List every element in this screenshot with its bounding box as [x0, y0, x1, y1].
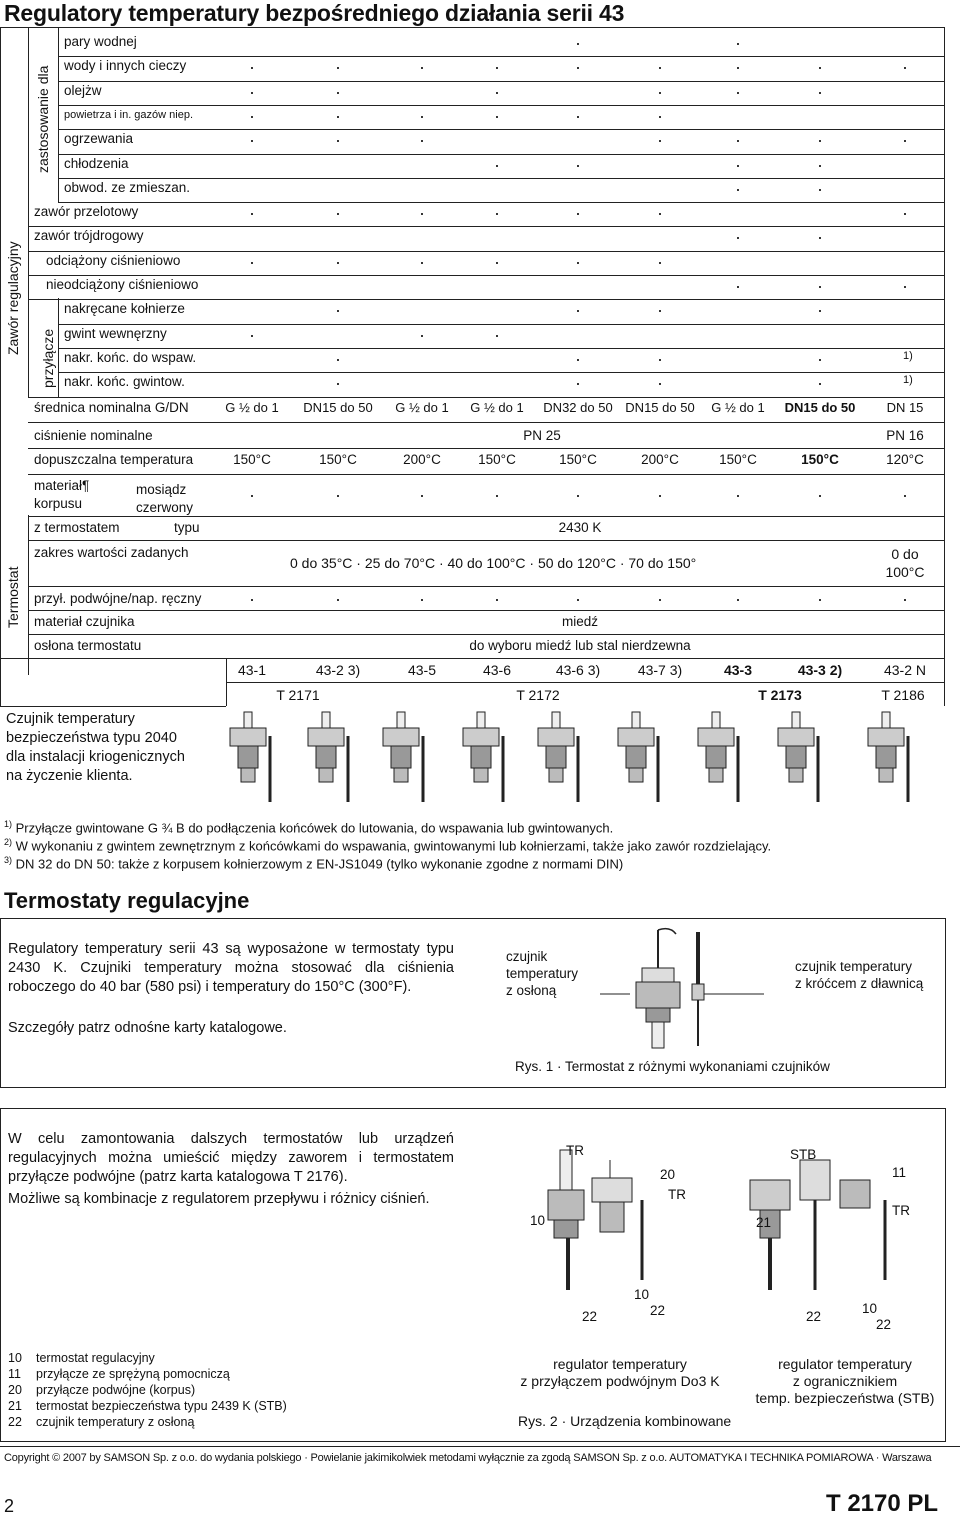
fig2-label-a	[500, 1356, 740, 1390]
fig1-label-line: czujnik temperatury	[795, 959, 913, 974]
matrix-dot: ·	[494, 485, 500, 505]
fig2-label-22-c: 22	[806, 1309, 822, 1324]
thermostat-type-label: typu	[174, 520, 200, 535]
matrix-dot: ·	[494, 203, 500, 224]
row-rule	[28, 251, 944, 252]
page-title: Regulatory temperatury bezpośredniego działania serii 43	[4, 0, 625, 26]
nominal-size-value: DN32 do 50	[543, 400, 613, 415]
doc-code: T 2170 PL	[826, 1490, 939, 1517]
matrix-dot: ·	[735, 178, 741, 199]
temp-value: 150°C	[319, 452, 357, 467]
connection-row-label: gwint wewnęrzny	[64, 325, 167, 341]
temp-value: 120°C	[886, 452, 924, 467]
thermostat-details-note: Szczegóły patrz odnośne karty katalogowe.	[8, 1020, 287, 1036]
type-value: 43-5	[407, 662, 437, 678]
usage-row-label: chłodzenia	[64, 155, 129, 171]
matrix-dot: ·	[575, 373, 581, 394]
material-label: korpusu	[34, 496, 83, 511]
footnote-3	[4, 852, 623, 872]
setpoint-last: 0 do	[891, 546, 919, 562]
matrix-dot: ·	[249, 57, 255, 78]
row-rule	[28, 397, 944, 398]
matrix-dot: ·	[419, 130, 425, 151]
matrix-dot: ·	[735, 485, 741, 505]
col-rule	[944, 397, 945, 706]
fig2-legend	[8, 1350, 287, 1430]
fig2-label-line: temp. bezpieczeństwa (STB)	[755, 1390, 935, 1406]
matrix-dot: ·	[494, 324, 500, 345]
footnote-text: W wykonaniu z gwintem zewnętrznym z końcówkami do wspawania, gwintowanymi lub kołnierzami, także jako zawór rozdzielający.	[15, 838, 772, 854]
fig1-label-line: czujnik	[506, 949, 548, 964]
connection-row-label: nakręcane kołnierze	[64, 301, 185, 317]
footnote-mark: 1)	[4, 819, 13, 829]
setpoint-label: zakres wartości zadanych	[34, 545, 189, 560]
matrix-dot: ·	[657, 105, 663, 126]
thermostat-label: z termostatem	[34, 520, 120, 535]
valve-row-label: odciążony ciśnieniowo	[46, 252, 181, 268]
group-label-valve: Zawór regulacyjny	[5, 241, 21, 355]
pressure-last: PN 16	[886, 428, 924, 443]
legend-text: przyłącze podwójne (korpus)	[36, 1383, 196, 1397]
table-border	[58, 27, 59, 202]
footnote-mark: 3)	[4, 855, 13, 865]
cryo-note-line: na życzenie klienta.	[6, 768, 133, 784]
page-number: 2	[4, 1496, 15, 1516]
nominal-size-value: DN15 do 50	[303, 400, 373, 415]
matrix-dot: ·	[494, 251, 500, 272]
setpoint-main: 0 do 35°C · 25 do 70°C · 40 do 100°C · 50 do 120°C · 70 do 150°	[290, 555, 697, 571]
valve-illustration	[463, 712, 503, 802]
legend-item	[8, 1366, 287, 1382]
matrix-dot: ·	[817, 154, 823, 175]
matrix-dot: ·	[902, 589, 908, 609]
usage-row-label: wody i innych cieczy	[64, 58, 187, 74]
row-rule	[28, 540, 944, 541]
table-border	[28, 515, 29, 675]
row-rule	[58, 178, 944, 179]
col-rule	[226, 658, 227, 706]
cryo-note-line: bezpieczeństwa typu 2040	[6, 730, 177, 746]
nominal-size-value: G ½ do 1	[225, 400, 279, 415]
matrix-dot: ·	[494, 57, 500, 78]
combination-paragraph: W celu zamontowania dalszych termostatów lub urządzeń regulacyjnych można umieścić między zaworem i termostatem przyłącze podwójne (patrz karta katalogowa T 2176).	[8, 1131, 454, 1185]
footnote-text: Przyłącze gwintowane G ¾ B do podłączenia końcówek do lutowania, do wspawania lub gwintowanych.	[15, 820, 614, 836]
pressure-label: ciśnienie nominalne	[34, 428, 153, 443]
matrix-dot: ·	[657, 589, 663, 609]
valve-row-label: zawór trójdrogowy	[34, 228, 144, 244]
cryo-note-line: Czujnik temperatury	[6, 711, 135, 727]
valve-illustration	[308, 712, 348, 802]
material-label: materiał¶	[34, 478, 90, 493]
row-rule	[28, 299, 944, 300]
valve-illustration	[230, 712, 270, 802]
matrix-dot: ·	[735, 589, 741, 609]
product-illustrations	[226, 706, 946, 806]
row-rule	[28, 448, 944, 449]
matrix-dot: ·	[249, 485, 255, 505]
type-value: 43-2 N	[883, 662, 927, 678]
matrix-dot: ·	[657, 373, 663, 394]
nominal-size-value: G ½ do 1	[711, 400, 765, 415]
row-rule	[58, 202, 944, 203]
matrix-dot: ·	[335, 300, 341, 321]
fig2-label-line: z przyłączem podwójnym Do3 K	[520, 1373, 720, 1389]
matrix-dot: ·	[735, 57, 741, 78]
matrix-dot: ·	[249, 81, 255, 102]
matrix-dot: ·	[419, 57, 425, 78]
fig1-label-line: z osłoną	[506, 983, 557, 998]
temp-label: dopuszczalna temperatura	[34, 452, 194, 467]
matrix-dot: ·	[249, 203, 255, 224]
matrix-dot: ·	[902, 485, 908, 505]
legend-text: termostat regulacyjny	[36, 1351, 155, 1365]
matrix-dot: ·	[335, 373, 341, 394]
matrix-dot: ·	[419, 105, 425, 126]
matrix-dot: ·	[735, 154, 741, 175]
fig2-label-stb: STB	[790, 1147, 817, 1162]
usage-row-label: powietrza i in. gazów niep.	[64, 108, 194, 121]
matrix-dot: ·	[335, 348, 341, 369]
row-rule	[58, 56, 944, 57]
legend-number: 10	[8, 1351, 22, 1365]
usage-row-label: obwod. ze zmieszan.	[64, 179, 191, 195]
matrix-dot: ·	[817, 348, 823, 369]
table-border	[0, 27, 1, 687]
legend-number: 11	[8, 1367, 21, 1381]
fig1-label-line: z króćcem z dławnicą	[795, 976, 924, 991]
matrix-dot: ·	[335, 589, 341, 609]
matrix-dot: ·	[335, 130, 341, 151]
row-rule	[58, 81, 944, 82]
fig1-label-a	[506, 948, 578, 999]
nominal-size-label: średnica nominalna G/DN	[34, 400, 189, 415]
temp-value: 150°C	[559, 452, 597, 467]
matrix-dot: ·	[335, 203, 341, 224]
material-value: czerwony	[136, 500, 194, 515]
valve-illustration	[538, 712, 578, 802]
fig2-label-b	[752, 1356, 938, 1407]
matrix-dot: ·	[575, 105, 581, 126]
matrix-dot: ·	[335, 485, 341, 505]
matrix-dot: ·	[657, 251, 663, 272]
table-border	[0, 27, 944, 28]
cryo-note	[6, 710, 185, 786]
matrix-dot: ·	[494, 105, 500, 126]
matrix-dot: ·	[249, 251, 255, 272]
sensor-cover: do wyboru miedź lub stal nierdzewna	[469, 638, 691, 653]
row-rule	[28, 516, 944, 517]
matrix-dot: ·	[735, 276, 741, 296]
matrix-dot: ·	[657, 300, 663, 321]
matrix-dot: ·	[575, 154, 581, 175]
matrix-dot: ·	[735, 33, 741, 53]
matrix-dot: ·	[575, 203, 581, 224]
footnote-mark: 1)	[903, 374, 913, 387]
matrix-dot: ·	[249, 130, 255, 151]
temp-value: 150°C	[233, 452, 271, 467]
row-rule	[58, 348, 944, 349]
fig1-label-line: temperatury	[506, 966, 579, 981]
legend-number: 20	[8, 1383, 22, 1397]
double-conn-label: przył. podwójne/nap. ręczny	[34, 591, 202, 606]
connection-row-label: nakr. końc. do wspaw.	[64, 349, 197, 365]
sensor-material: miedź	[561, 614, 598, 629]
fig2-label-10-b: 10	[634, 1287, 650, 1302]
matrix-dot: ·	[817, 227, 823, 248]
footnote-mark: 2)	[4, 837, 13, 847]
matrix-dot: ·	[419, 485, 425, 505]
valve-illustration	[383, 712, 423, 802]
nominal-size-value: DN15 do 50	[625, 400, 695, 415]
fig2-label-22-b: 22	[650, 1303, 666, 1318]
cryo-note-line: dla instalacji kriogenicznych	[6, 749, 185, 765]
matrix-dot: ·	[335, 57, 341, 78]
copyright: Copyright © 2007 by SAMSON Sp. z o.o. do wydania polskiego · Powielanie jakimikolwiek metodami wyłącznie za zgodą SAMSON Sp. z o.o. AUTOMATYKA I TECHNIKA POMIAROWA · Warszawa	[4, 1452, 932, 1464]
section-title: Termostaty regulacyjne	[4, 888, 250, 913]
matrix-dot: ·	[419, 251, 425, 272]
matrix-dot: ·	[817, 300, 823, 321]
valve-row-label: zawór przelotowy	[34, 204, 139, 220]
legend-item	[8, 1350, 287, 1366]
legend-text: termostat bezpieczeństwa typu 2439 K (STB)	[36, 1399, 287, 1413]
legend-item	[8, 1414, 287, 1430]
valve-illustration	[618, 712, 658, 802]
matrix-dot: ·	[817, 485, 823, 505]
fig2-caption: Rys. 2 · Urządzenia kombinowane	[518, 1413, 732, 1429]
matrix-dot: ·	[575, 348, 581, 369]
matrix-dot: ·	[817, 178, 823, 199]
fig2-label-line: z ogranicznikiem	[792, 1373, 898, 1389]
type-value: 43-6	[482, 662, 512, 678]
table-border	[28, 27, 29, 397]
nominal-size-value: DN15 do 50	[784, 400, 856, 415]
matrix-dot: ·	[335, 105, 341, 126]
matrix-dot: ·	[735, 81, 741, 102]
connection-row-label: nakr. końc. gwintow.	[64, 374, 185, 390]
matrix-dot: ·	[335, 81, 341, 102]
footer-rule	[0, 1446, 960, 1447]
matrix-dot: ·	[817, 589, 823, 609]
usage-row-label: olejżw	[64, 82, 102, 98]
legend-number: 21	[8, 1399, 22, 1413]
matrix-dot: ·	[575, 33, 581, 53]
fig2-label-line: regulator temperatury	[778, 1356, 912, 1372]
legend-item	[8, 1398, 287, 1414]
material-value: mosiądz	[136, 482, 187, 497]
fig1-label-b	[795, 958, 923, 992]
fig1-drawing	[590, 924, 790, 1054]
table-border	[944, 27, 945, 397]
type-value: 43-3	[723, 662, 753, 678]
group-label-usage: zastosowanie dla	[35, 65, 51, 173]
row-rule	[28, 610, 944, 611]
sheet-value: T 2186	[881, 687, 925, 703]
group-label-thermostat: Termostat	[5, 566, 21, 628]
matrix-dot: ·	[657, 81, 663, 102]
matrix-dot: ·	[657, 57, 663, 78]
nominal-size-value: G ½ do 1	[470, 400, 524, 415]
matrix-dot: ·	[575, 589, 581, 609]
fig2-label-11: 11	[892, 1165, 907, 1180]
matrix-dot: ·	[657, 130, 663, 151]
matrix-dot: ·	[575, 251, 581, 272]
row-rule	[58, 154, 944, 155]
matrix-dot: ·	[419, 324, 425, 345]
pressure-main: PN 25	[523, 428, 561, 443]
fig2-label-tr-2: TR	[668, 1187, 686, 1202]
matrix-dot: ·	[817, 57, 823, 78]
matrix-dot: ·	[249, 589, 255, 609]
temp-value: 150°C	[478, 452, 516, 467]
matrix-dot: ·	[335, 251, 341, 272]
matrix-dot: ·	[575, 485, 581, 505]
cryo-note-rule	[0, 706, 226, 707]
matrix-dot: ·	[494, 81, 500, 102]
legend-number: 22	[8, 1415, 22, 1429]
row-rule	[28, 275, 944, 276]
usage-row-label: ogrzewania	[64, 131, 134, 147]
fig2-label-10-c: 10	[862, 1301, 878, 1316]
matrix-dot: ·	[657, 203, 663, 224]
sheet-value: T 2172	[516, 687, 560, 703]
matrix-dot: ·	[249, 105, 255, 126]
matrix-dot: ·	[494, 589, 500, 609]
row-rule	[226, 682, 944, 683]
thermostat-type: 2430 K	[558, 520, 602, 535]
temp-value: 150°C	[719, 452, 757, 467]
valve-illustration	[778, 712, 818, 802]
combination-note: Możliwe są kombinacje z regulatorem przepływu i różnicy ciśnień.	[8, 1191, 430, 1207]
matrix-dot: ·	[575, 300, 581, 321]
row-rule	[28, 634, 944, 635]
matrix-dot: ·	[419, 203, 425, 224]
matrix-dot: ·	[575, 57, 581, 78]
matrix-dot: ·	[817, 373, 823, 394]
matrix-dot: ·	[817, 130, 823, 151]
valve-row-label: nieodciążony ciśnieniowo	[46, 277, 199, 292]
fig1-caption: Rys. 1 · Termostat z różnymi wykonaniami czujników	[515, 1059, 830, 1074]
fig2-label-20: 20	[660, 1167, 676, 1182]
usage-row-label: pary wodnej	[64, 34, 137, 49]
legend-text: czujnik temperatury z osłoną	[36, 1415, 195, 1429]
fig2-label-22-a: 22	[582, 1309, 598, 1324]
matrix-dot: ·	[657, 485, 663, 505]
row-rule	[28, 474, 944, 475]
row-rule	[58, 129, 944, 130]
fig2-label-tr-3: TR	[892, 1203, 910, 1218]
matrix-dot: ·	[902, 130, 908, 151]
matrix-dot: ·	[735, 227, 741, 248]
row-rule	[58, 105, 944, 106]
type-value: 43-1	[237, 662, 267, 678]
matrix-dot: ·	[817, 276, 823, 296]
matrix-dot: ·	[817, 81, 823, 102]
row-rule	[58, 372, 944, 373]
thermostat-paragraph: Regulatory temperatury serii 43 są wyposażone w termostaty typu 2430 K. Czujniki temperatury można stosować dla ciśnienia roboczego do 40 bar (580 psi) i temperatury do 150°C (300°F).	[8, 941, 454, 995]
fig2-label-line: regulator temperatury	[553, 1356, 687, 1372]
valve-illustration	[868, 712, 908, 802]
matrix-dot: ·	[249, 324, 255, 345]
matrix-dot: ·	[494, 154, 500, 175]
matrix-dot: ·	[902, 276, 908, 296]
setpoint-last: 100°C	[885, 564, 925, 580]
fig2-label-22-d: 22	[876, 1317, 892, 1332]
col-rule	[0, 687, 1, 707]
temp-value: 150°C	[801, 452, 839, 467]
temp-value: 200°C	[403, 452, 441, 467]
row-rule	[28, 226, 944, 227]
fig2-label-tr-1: TR	[566, 1143, 584, 1158]
footnote-text: DN 32 do DN 50: także z korpusem kołnierzowym z EN-JS1049 (tylko wykonanie zgodne z normami DIN)	[15, 856, 624, 872]
valve-illustration	[698, 712, 738, 802]
row-rule	[28, 422, 944, 423]
type-value: 43-2 3)	[315, 662, 361, 678]
footnote-mark: 1)	[903, 349, 913, 362]
type-value: 43-3 2)	[797, 662, 843, 678]
matrix-dot: ·	[419, 589, 425, 609]
group-label-connections: przyłącze	[40, 328, 56, 388]
legend-item	[8, 1382, 287, 1398]
nominal-size-value: DN 15	[886, 400, 924, 415]
row-rule	[28, 586, 944, 587]
nominal-size-value: G ½ do 1	[395, 400, 449, 415]
matrix-dot: ·	[902, 203, 908, 224]
matrix-dot: ·	[902, 57, 908, 78]
legend-text: przyłącze ze sprężyną pomocniczą	[36, 1367, 230, 1381]
matrix-dot: ·	[657, 348, 663, 369]
sensor-material-label: materiał czujnika	[34, 614, 135, 629]
sensor-cover-label: osłona termostatu	[34, 638, 142, 653]
fig2-label-21: 21	[756, 1215, 772, 1230]
row-rule	[0, 658, 944, 659]
matrix-dot: ·	[735, 130, 741, 151]
sheet-value: T 2173	[758, 687, 802, 703]
type-value: 43-7 3)	[637, 662, 683, 678]
type-value: 43-6 3)	[555, 662, 601, 678]
fig2-label-10-a: 10	[530, 1213, 546, 1228]
sheet-value: T 2171	[276, 687, 320, 703]
row-rule	[58, 324, 944, 325]
temp-value: 200°C	[641, 452, 679, 467]
